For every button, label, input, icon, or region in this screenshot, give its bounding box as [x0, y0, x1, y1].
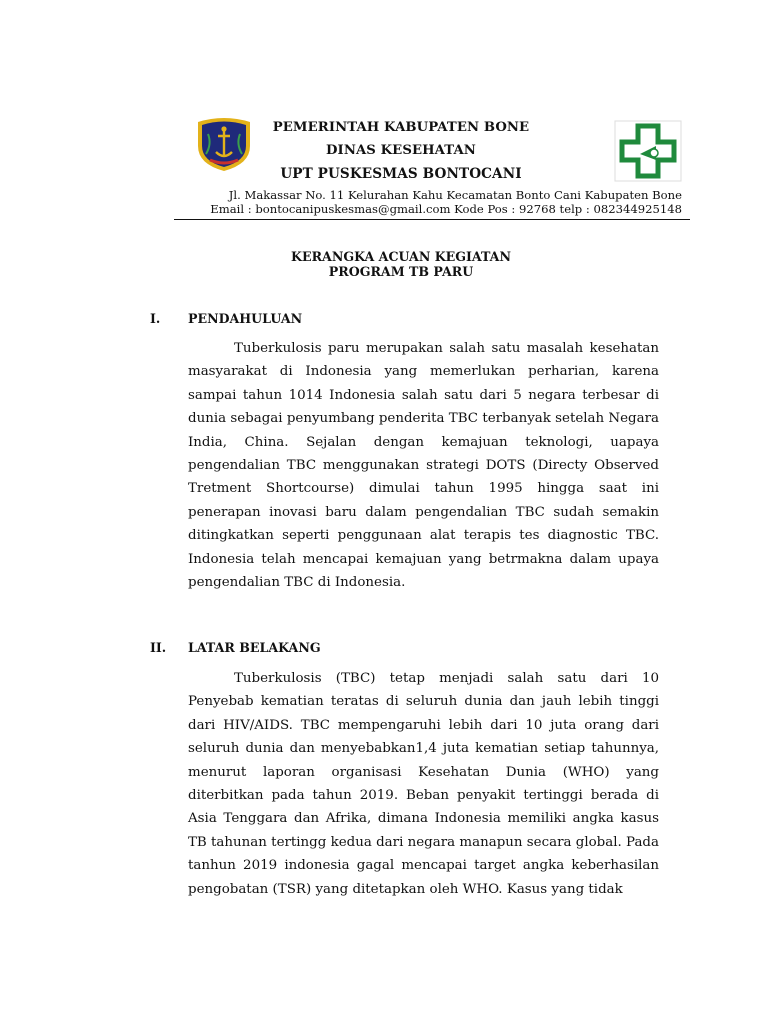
section-number: I. [150, 311, 161, 326]
section-heading: LATAR BELAKANG [188, 640, 321, 655]
letterhead-institution: UPT PUSKESMAS BONTOCANI [280, 166, 522, 182]
letterhead-contact: Email : bontocanipuskesmas@gmail.com Kode Pos : 92768 telp : 082344925148 [210, 202, 682, 216]
section-paragraph: Tuberkulosis (TBC) tetap menjadi salah satu dari 10 Penyebab kematian teratas di seluruh dunia dan jauh lebih tinggi dari HIV/AIDS. TBC mempengaruhi lebih dari 10 juta orang dari seluruh dunia dan menyebabkan1,4 juta kematian setiap tahunnya, menurut laporan organisasi Kesehatan Dunia (WHO) yang diterbitkan pada tahun 2019. Beban penyakit tertinggi berada di Asia Tenggara dan Afrika, dimana Indonesia memiliki angka kasus TB tahunan tertingg kedua dari negara manapun secara global. Pada tanhun 2019 indonesia gagal mencapai target angka keberhasilan pengobatan (TSR) yang ditetapkan oleh WHO. Kasus yang tidak [188, 671, 659, 897]
puskesmas-cross-logo-icon [614, 120, 682, 182]
section-heading: PENDAHULUAN [188, 311, 303, 326]
letterhead-department: DINAS KESEHATAN [326, 143, 476, 158]
document-subtitle: PROGRAM TB PARU [328, 264, 474, 279]
letterhead-address: Jl. Makassar No. 11 Kelurahan Kahu Kecamatan Bonto Cani Kabupaten Bone [228, 188, 682, 202]
letterhead-divider [174, 219, 690, 220]
document-title: KERANGKA ACUAN KEGIATAN [291, 249, 511, 264]
section-paragraph: Tuberkulosis paru merupakan salah satu masalah kesehatan masyarakat di Indonesia yang memerlukan perharian, karena sampai tahun 1014 Indonesia salah satu dari 5 negara terbesar di dunia sebagai penyumbang penderita TBC terbanyak setelah Negara India, China. Sejalan dengan kemajuan teknologi, uapaya pengendalian TBC menggunakan strategi DOTS (Directy Observed Tretment Shortcourse) dimulai tahun 1995 hingga saat ini penerapan inovasi baru dalam pengendalian TBC sudah semakin ditingkatkan seperti penggunaan alat terapis tes diagnostic TBC. Indonesia telah mencapai kemajuan yang betrmakna dalam upaya pengendalian TBC di Indonesia. [188, 341, 659, 591]
section-number: II. [150, 640, 167, 655]
letterhead-government: PEMERINTAH KABUPATEN BONE [272, 120, 530, 135]
